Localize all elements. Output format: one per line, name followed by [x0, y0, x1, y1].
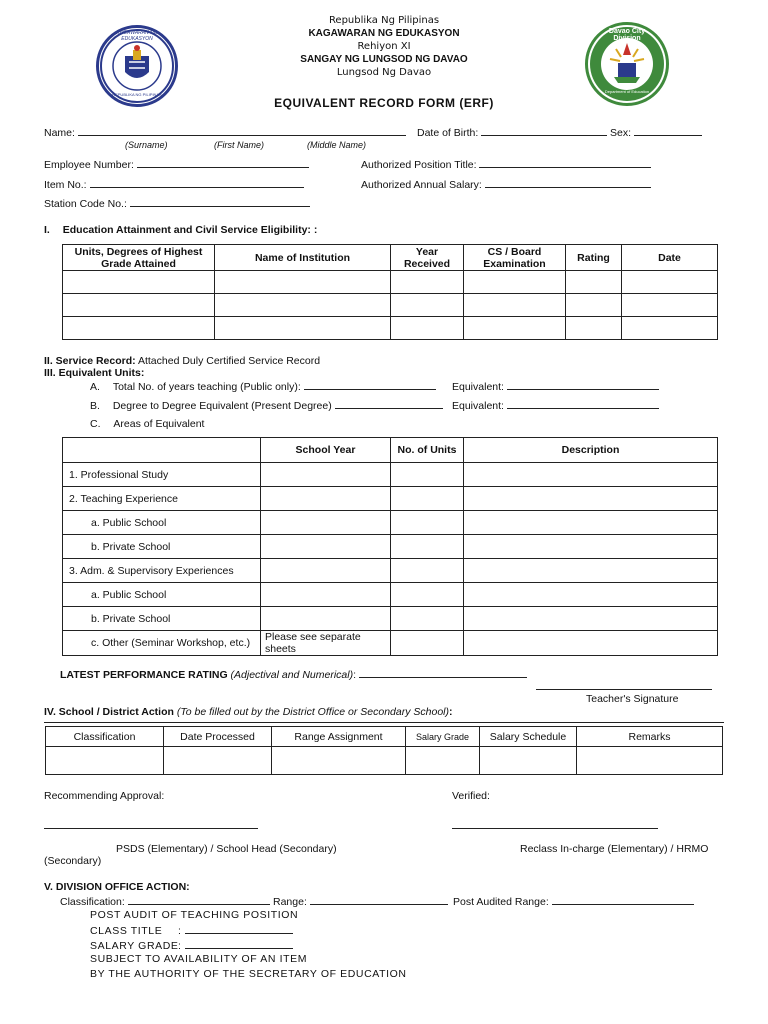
section1-title: Education Attainment and Civil Service Eligibility: : [62, 224, 318, 236]
table-cell[interactable] [622, 294, 718, 317]
header-republic: Republika Ng Pilipinas [328, 15, 440, 26]
table-row [63, 317, 718, 340]
table-cell[interactable] [464, 463, 718, 487]
annual-salary-row [361, 178, 651, 191]
table-row [63, 583, 718, 607]
table-cell[interactable] [464, 607, 718, 631]
table-cell[interactable] [577, 747, 723, 775]
item-b-equivalent [452, 399, 659, 412]
table-cell[interactable] [464, 511, 718, 535]
table-cell[interactable] [391, 631, 464, 656]
item-c-text: Areas of Equivalent [113, 418, 205, 430]
salary-grade-row [90, 939, 293, 952]
years-teaching-field[interactable] [304, 380, 436, 390]
item-c-row [90, 418, 204, 430]
performance-hint: (Adjectival and Numerical) [230, 669, 354, 681]
degree-equivalent-field[interactable] [335, 399, 443, 409]
section4-heading [44, 706, 453, 718]
table-cell[interactable] [272, 747, 406, 775]
table-cell[interactable] [464, 271, 566, 294]
teacher-signature-label: Teacher's Signature [586, 693, 679, 705]
table-row [63, 463, 718, 487]
table-cell[interactable] [63, 271, 215, 294]
table-cell[interactable] [261, 583, 391, 607]
range-label: Range: [273, 896, 307, 908]
first-name-hint: (First Name) [214, 140, 264, 150]
table-cell[interactable] [464, 631, 718, 656]
station-code-label: Station Code No.: [44, 198, 127, 210]
equivalent-areas-table [62, 437, 718, 656]
table-cell[interactable] [566, 294, 622, 317]
area-label: b. Private School [63, 607, 261, 631]
sex-field[interactable] [634, 126, 702, 136]
education-table-header [63, 245, 718, 271]
col-date: Date [622, 245, 718, 271]
class-title-row [90, 924, 293, 937]
sex-row [610, 126, 702, 139]
psds-label: PSDS (Elementary) / School Head (Secondary) [116, 843, 337, 855]
subject-line: SUBJECT TO AVAILABILITY OF AN ITEM [90, 953, 308, 965]
col-units-degrees: Units, Degrees of Highest Grade Attained [63, 245, 215, 271]
table-cell[interactable] [464, 317, 566, 340]
table-row [63, 631, 718, 656]
table-cell[interactable] [391, 559, 464, 583]
area-label: a. Public School [63, 511, 261, 535]
col-description: Description [464, 438, 718, 463]
table-cell[interactable] [215, 317, 391, 340]
table-cell[interactable] [464, 535, 718, 559]
equivalent-table-header [63, 438, 718, 463]
classification-field[interactable] [128, 895, 270, 905]
middle-name-hint: (Middle Name) [307, 140, 367, 150]
deped-seal-bottom-text: REPUBLIKA NG PILIPINAS [112, 92, 162, 97]
col-cs-board: CS / Board Examination [464, 245, 566, 271]
item-b-text: Degree to Degree Equivalent (Present Degree) [112, 400, 332, 412]
table-cell[interactable] [46, 747, 164, 775]
col-area [63, 438, 261, 463]
section4-hint: (To be filled out by the District Office or Secondary School) [176, 706, 449, 718]
item-a-text: Total No. of years teaching (Public only): [112, 381, 301, 393]
table-row [46, 747, 723, 775]
name-row [44, 126, 406, 139]
annual-salary-label: Authorized Annual Salary: [361, 179, 482, 191]
table-cell[interactable] [215, 294, 391, 317]
station-code-row [44, 197, 310, 210]
range-row [273, 895, 448, 908]
name-label: Name: [44, 127, 75, 139]
col-year-received: Year Received [391, 245, 464, 271]
table-cell[interactable] [261, 511, 391, 535]
col-salary-schedule: Salary Schedule [480, 727, 577, 747]
psds-signature-line[interactable] [44, 828, 258, 829]
header-department: KAGAWARAN NG EDUKASYON [308, 28, 460, 39]
item-a-row [90, 380, 436, 393]
item-a-letter: A. [90, 381, 100, 393]
position-title-row [361, 158, 651, 171]
col-classification: Classification [46, 727, 164, 747]
table-cell[interactable] [215, 271, 391, 294]
table-cell[interactable] [566, 271, 622, 294]
form-title: EQUIVALENT RECORD FORM (ERF) [274, 96, 494, 110]
class-title-colon: : [178, 925, 182, 937]
section1-number: I. [44, 224, 50, 236]
other-note: Please see separate sheets [261, 631, 391, 656]
table-cell[interactable] [391, 511, 464, 535]
position-title-field[interactable] [479, 158, 651, 168]
school-district-table [45, 726, 723, 775]
davao-seal-bottom-text: Department of Education [604, 89, 650, 94]
table-cell[interactable] [464, 487, 718, 511]
area-label: a. Public School [63, 583, 261, 607]
performance-colon: : [353, 669, 356, 681]
table-cell[interactable] [391, 583, 464, 607]
section4-title: IV. School / District Action [44, 706, 174, 718]
name-field[interactable] [78, 126, 406, 136]
employee-number-field[interactable] [137, 158, 309, 168]
col-date-processed: Date Processed [164, 727, 272, 747]
table-cell[interactable] [391, 271, 464, 294]
surname-hint: (Surname) [125, 140, 168, 150]
item-c-letter: C. [90, 418, 101, 430]
header-region: Rehiyon XI [357, 41, 411, 52]
table-row [63, 294, 718, 317]
col-remarks: Remarks [577, 727, 723, 747]
table-cell[interactable] [261, 535, 391, 559]
signature-line[interactable] [536, 689, 712, 690]
dob-row [417, 126, 607, 139]
performance-rating-field[interactable] [359, 668, 527, 678]
range-field[interactable] [310, 895, 448, 905]
table-cell[interactable] [391, 294, 464, 317]
item-no-label: Item No.: [44, 179, 87, 191]
table-cell[interactable] [63, 294, 215, 317]
table-cell[interactable] [480, 747, 577, 775]
post-audit-line: POST AUDIT OF TEACHING POSITION [90, 909, 299, 921]
col-salary-grade: Salary Grade [406, 727, 480, 747]
table-cell[interactable] [464, 294, 566, 317]
equivalent-label: Equivalent: [452, 381, 504, 393]
post-audited-label: Post Audited Range: [453, 896, 549, 908]
header-division: SANGAY NG LUNGSOD NG DAVAO [300, 54, 468, 65]
section4-rule [44, 722, 724, 723]
col-institution: Name of Institution [215, 245, 391, 271]
col-school-year: School Year [261, 438, 391, 463]
sex-label: Sex: [610, 127, 632, 139]
area-label: 3. Adm. & Supervisory Experiences [63, 559, 261, 583]
section2-title: II. Service Record: [44, 355, 136, 367]
table-cell[interactable] [464, 583, 718, 607]
classification-row [60, 895, 270, 908]
annual-salary-field[interactable] [485, 178, 651, 188]
post-audited-field[interactable] [552, 895, 694, 905]
table-cell[interactable] [261, 463, 391, 487]
table-cell[interactable] [622, 271, 718, 294]
post-audited-row [453, 895, 694, 908]
performance-row [60, 668, 527, 681]
employee-number-row [44, 158, 309, 171]
deped-seal [96, 25, 178, 107]
deped-seal-arc-text: KAGAWARAN NG EDUKASYON [116, 30, 158, 42]
table-cell[interactable] [391, 535, 464, 559]
table-row [63, 607, 718, 631]
area-label: b. Private School [63, 535, 261, 559]
employee-number-label: Employee Number: [44, 159, 134, 171]
station-code-field[interactable] [130, 197, 310, 207]
reclass-signature-line[interactable] [452, 828, 658, 829]
table-cell[interactable] [63, 317, 215, 340]
verified-label: Verified: [452, 790, 490, 802]
item-no-row [44, 178, 304, 191]
header-city: Lungsod Ng Davao [336, 67, 432, 78]
reclass-label: Reclass In-charge (Elementary) / HRMO [520, 843, 709, 855]
davao-division-seal [585, 22, 669, 106]
table-cell[interactable] [464, 559, 718, 583]
table-row [63, 487, 718, 511]
item-no-field[interactable] [90, 178, 304, 188]
performance-label: LATEST PERFORMANCE RATING [60, 669, 228, 681]
item-b-letter: B. [90, 400, 100, 412]
table-row [63, 559, 718, 583]
class-title-label: CLASS TITLE [90, 925, 163, 937]
classification-label: Classification: [60, 896, 125, 908]
salary-grade-field[interactable] [185, 939, 293, 949]
table-row [63, 535, 718, 559]
area-label: 1. Professional Study [63, 463, 261, 487]
authority-line: BY THE AUTHORITY OF THE SECRETARY OF EDUCATION [90, 968, 407, 980]
table-cell[interactable] [391, 317, 464, 340]
equivalent-a-field[interactable] [507, 380, 659, 390]
equivalent-label: Equivalent: [452, 400, 504, 412]
area-label: 2. Teaching Experience [63, 487, 261, 511]
section2-text: Attached Duly Certified Service Record [137, 355, 321, 367]
school-district-table-header [46, 727, 723, 747]
table-cell[interactable] [261, 607, 391, 631]
table-cell[interactable] [566, 317, 622, 340]
table-cell[interactable] [406, 747, 480, 775]
table-cell[interactable] [391, 463, 464, 487]
table-cell[interactable] [391, 487, 464, 511]
item-b-row [90, 399, 443, 412]
table-row [63, 511, 718, 535]
table-cell[interactable] [261, 559, 391, 583]
table-cell[interactable] [622, 317, 718, 340]
table-cell[interactable] [164, 747, 272, 775]
col-range-assignment: Range Assignment [272, 727, 406, 747]
item-a-equivalent [452, 380, 659, 393]
recommending-approval-label: Recommending Approval: [44, 790, 165, 802]
section4-colon: : [449, 706, 453, 718]
position-title-label: Authorized Position Title: [361, 159, 477, 171]
equivalent-b-field[interactable] [507, 399, 659, 409]
col-rating: Rating [566, 245, 622, 271]
table-row [63, 271, 718, 294]
davao-seal-arc-text: Davao City Division [608, 28, 646, 42]
table-cell[interactable] [391, 607, 464, 631]
section5-title: V. DIVISION OFFICE ACTION: [44, 881, 190, 893]
area-label: c. Other (Seminar Workshop, etc.) [63, 631, 261, 656]
table-cell[interactable] [261, 487, 391, 511]
salary-grade-label: SALARY GRADE [90, 940, 179, 952]
section3-title: III. Equivalent Units: [44, 367, 145, 379]
section1-heading [44, 224, 317, 236]
class-title-field[interactable] [185, 924, 293, 934]
salary-grade-colon: : [178, 940, 182, 952]
secondary-label: (Secondary) [44, 855, 102, 867]
education-table [62, 244, 718, 340]
section2-row [44, 355, 320, 367]
dob-field[interactable] [481, 126, 607, 136]
dob-label: Date of Birth: [417, 127, 479, 139]
col-no-units: No. of Units [391, 438, 464, 463]
